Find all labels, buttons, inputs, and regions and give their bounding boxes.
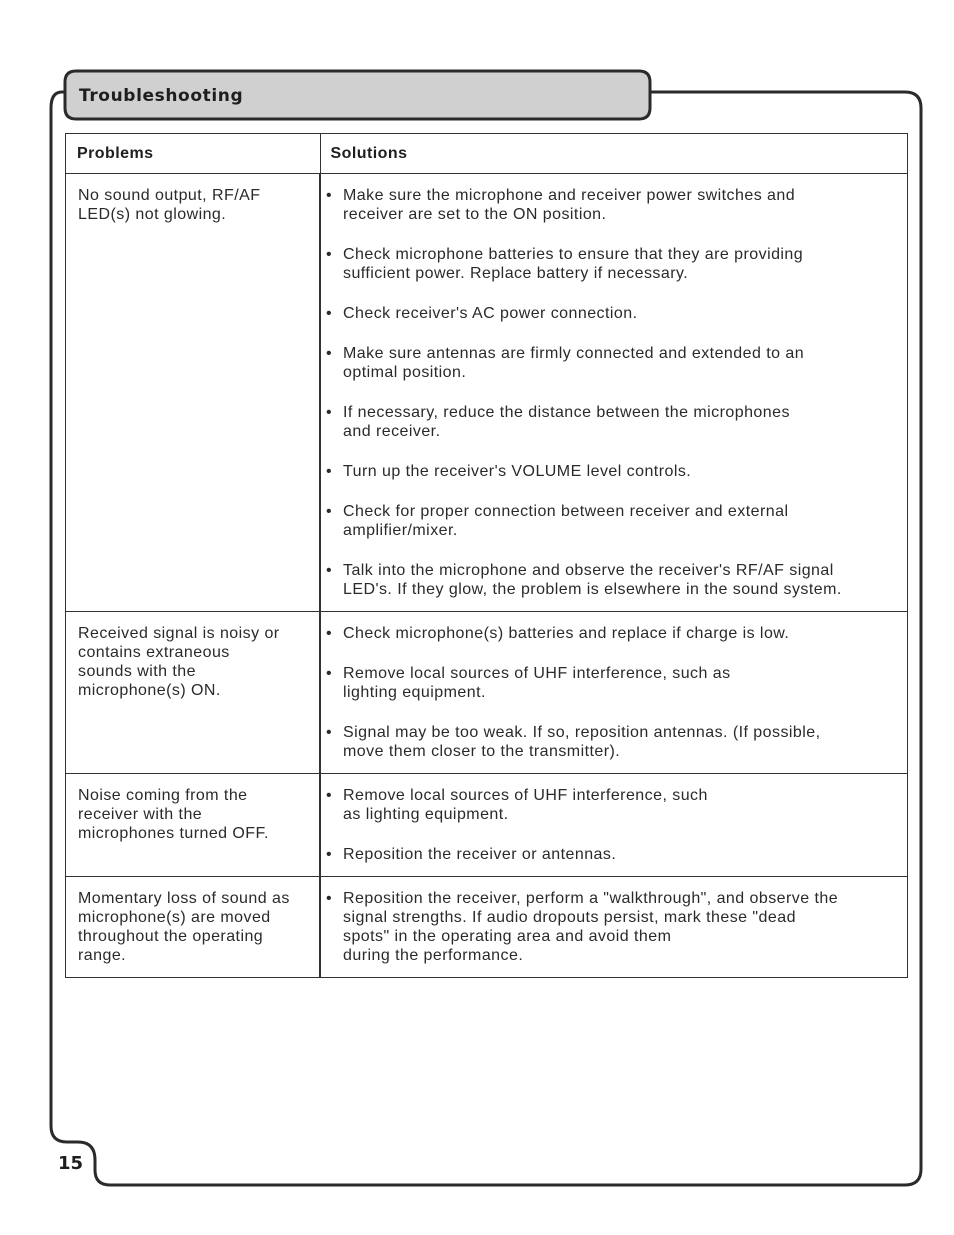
bullet-icon: • bbox=[326, 503, 333, 520]
solution-item bbox=[326, 245, 903, 283]
solution-text: Remove local sources of UHF interference, such as lighting equipment. bbox=[343, 787, 708, 823]
solution-text: Check microphone(s) batteries and replace if charge is low. bbox=[343, 625, 790, 642]
solution-text: If necessary, reduce the distance between the microphones and receiver. bbox=[343, 404, 790, 440]
table-header-row bbox=[66, 134, 908, 174]
problem-cell bbox=[66, 612, 321, 774]
bullet-icon: • bbox=[326, 665, 333, 682]
solution-item bbox=[326, 624, 903, 643]
solution-item bbox=[326, 462, 903, 481]
solution-text: Signal may be too weak. If so, reposition antennas. (If possible, move them closer to the transmitter). bbox=[343, 724, 821, 760]
solution-item bbox=[326, 186, 903, 224]
bullet-icon: • bbox=[326, 463, 333, 480]
bullet-icon: • bbox=[326, 246, 333, 263]
bullet-icon: • bbox=[326, 890, 333, 907]
solutions-header: Solutions bbox=[320, 134, 908, 174]
bullet-icon: • bbox=[326, 562, 333, 579]
section-title: Troubleshooting bbox=[79, 86, 244, 106]
solution-text: Make sure the microphone and receiver power switches and receiver are set to the ON position. bbox=[343, 187, 796, 223]
bullet-icon: • bbox=[326, 404, 333, 421]
solution-item bbox=[326, 403, 903, 441]
bullet-icon: • bbox=[326, 625, 333, 642]
solution-text: Reposition the receiver or antennas. bbox=[343, 846, 617, 863]
problem-text: Momentary loss of sound as microphone(s) are moved throughout the operating range. bbox=[78, 890, 290, 964]
solution-text: Check for proper connection between receiver and external amplifier/mixer. bbox=[343, 503, 789, 539]
problem-text: Received signal is noisy or contains extraneous sounds with the microphone(s) ON. bbox=[78, 625, 280, 699]
solution-item bbox=[326, 344, 903, 382]
solution-text: Make sure antennas are firmly connected and extended to an optimal position. bbox=[343, 345, 805, 381]
problem-text: Noise coming from the receiver with the microphones turned OFF. bbox=[78, 787, 269, 842]
bullet-icon: • bbox=[326, 846, 333, 863]
solution-item bbox=[326, 664, 903, 702]
solution-item bbox=[326, 561, 903, 599]
solution-cell bbox=[320, 877, 908, 978]
solution-item bbox=[326, 845, 903, 864]
problem-cell bbox=[66, 877, 321, 978]
problem-text: No sound output, RF/AF LED(s) not glowing. bbox=[78, 187, 261, 223]
solution-text: Check receiver's AC power connection. bbox=[343, 305, 638, 322]
solution-item bbox=[326, 786, 903, 824]
solution-item bbox=[326, 723, 903, 761]
problem-cell bbox=[66, 174, 321, 612]
solution-text: Turn up the receiver's VOLUME level controls. bbox=[343, 463, 692, 480]
bullet-icon: • bbox=[326, 724, 333, 741]
table-row bbox=[66, 174, 908, 612]
solution-text: Remove local sources of UHF interference, such as lighting equipment. bbox=[343, 665, 731, 701]
bullet-icon: • bbox=[326, 305, 333, 322]
solution-item bbox=[326, 889, 903, 965]
bullet-icon: • bbox=[326, 187, 333, 204]
solution-item bbox=[326, 502, 903, 540]
bullet-icon: • bbox=[326, 345, 333, 362]
solution-cell bbox=[320, 774, 908, 877]
solution-text: Talk into the microphone and observe the receiver's RF/AF signal LED's. If they glow, the problem is elsewhere in the sound system. bbox=[343, 562, 842, 598]
problem-cell bbox=[66, 774, 321, 877]
problems-header: Problems bbox=[66, 134, 321, 174]
troubleshooting-table bbox=[65, 133, 908, 978]
page-number: 15 bbox=[58, 1153, 84, 1174]
table-row bbox=[66, 774, 908, 877]
table-row bbox=[66, 877, 908, 978]
solution-cell bbox=[320, 174, 908, 612]
bullet-icon: • bbox=[326, 787, 333, 804]
solution-item bbox=[326, 304, 903, 323]
solution-text: Check microphone batteries to ensure that they are providing sufficient power. Replace battery if necessary. bbox=[343, 246, 804, 282]
table-row bbox=[66, 612, 908, 774]
solution-cell bbox=[320, 612, 908, 774]
solution-text: Reposition the receiver, perform a "walkthrough", and observe the signal strengths. If audio dropouts persist, mark these "dead spots" in the operating area and avoid them during the performance. bbox=[343, 890, 839, 964]
